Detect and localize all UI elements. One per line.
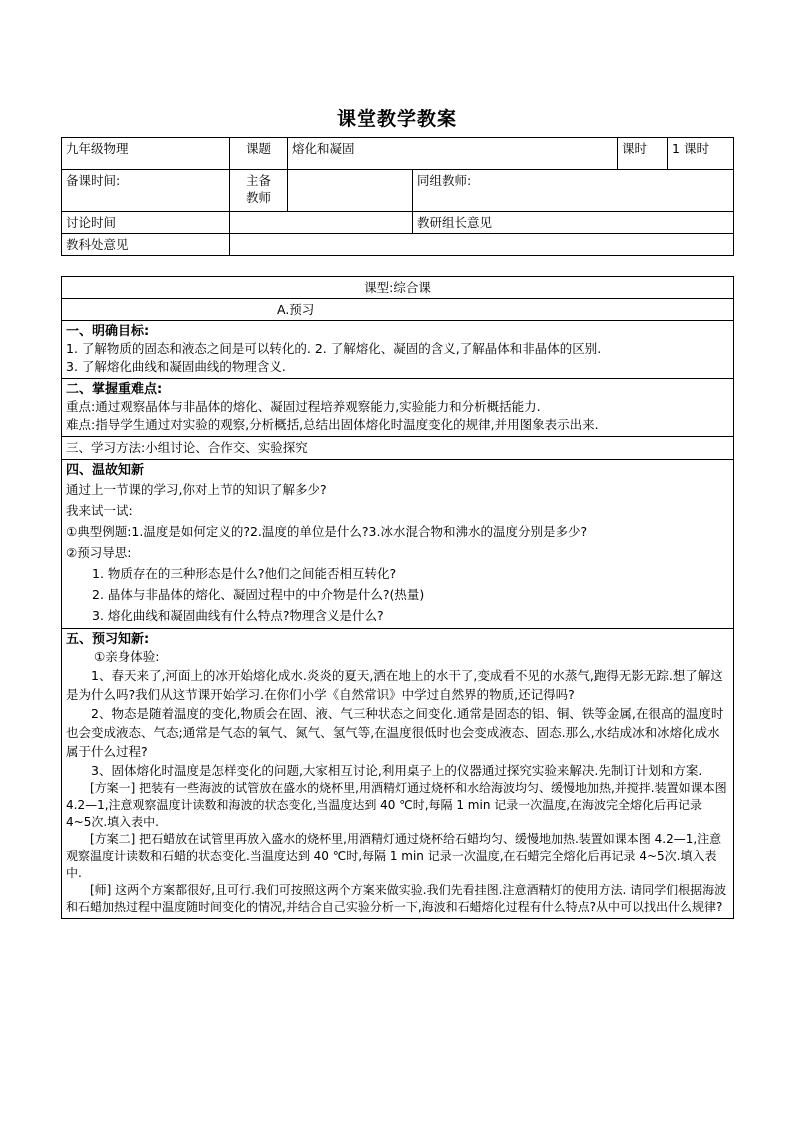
preview-paragraph-3: 3、固体熔化时温度是怎样变化的问题,大家相互讨论,利用桌子上的仪器通过探究实验来解决.先制订计划和方案. — [91, 763, 703, 778]
office-label: 教科处意见 — [62, 234, 230, 256]
goals-title: 一、明确目标: — [66, 324, 150, 339]
section-key-points — [62, 379, 734, 437]
review-question-1: 1. 物质存在的三种形态是什么?他们之间能否相互转化? — [92, 566, 397, 581]
lead-teacher-value — [288, 170, 413, 212]
key-points-line-1: 重点:通过观察晶体与非晶体的熔化、凝固过程培养观察能力,实验能力和分析概括能力. — [66, 399, 541, 414]
discuss-time-label: 讨论时间 — [62, 212, 230, 234]
period-value: 1 课时 — [668, 138, 734, 170]
preview-paragraph-1: 1、春天来了,河面上的冰开始熔化成水.炎炎的夏天,洒在地上的水干了,变成看不见的水蒸气,跑得无影无踪.想了解这是为什么吗?我们从这节课开始学习.在你们小学《自然常识》中学过自然界的物质,还记得吗? — [66, 668, 723, 702]
preview-title: 五、预习知新: — [66, 632, 150, 647]
co-teacher-label: 同组教师: — [413, 170, 734, 212]
lesson-plan-table — [61, 276, 734, 919]
preview-subtitle: ①亲身体验: — [94, 649, 160, 664]
review-line-2: 我来试一试: — [66, 503, 133, 518]
goals-line-2: 3. 了解熔化曲线和凝固曲线的物理含义. — [66, 359, 286, 374]
group-leader-label: 教研组长意见 — [413, 212, 734, 234]
preview-paragraph-2: 2、物态是随着温度的变化,物质会在固、液、气三种状态之间变化.通常是固态的铝、铜、铁等金属,在很高的温度时也会变成液态、气态;通常是气态的氧气、氮气、氢气等,在温度很低时也会变成液态、固态.那么,水结成冰和冰熔化成水属于什么过程? — [66, 706, 724, 759]
key-points-line-2: 难点:指导学生通过对实验的观察,分析概括,总结出固体熔化时温度变化的规律,并用图象表示出来. — [66, 417, 599, 432]
review-question-3: 3. 熔化曲线和凝固曲线有什么特点?物理含义是什么? — [92, 608, 384, 623]
grade-subject-cell: 九年级物理 — [62, 138, 230, 170]
review-line-4: ②预习导思: — [66, 545, 132, 560]
review-line-1: 通过上一节课的学习,你对上节的知识了解多少? — [66, 482, 327, 497]
section-preview — [62, 629, 734, 919]
review-line-3: ①典型例题:1.温度是如何定义的?2.温度的单位是什么?3.冰水混合物和沸水的温度分别是多少? — [66, 524, 588, 539]
header-info-table — [61, 137, 734, 256]
review-title: 四、温故知新 — [66, 463, 145, 478]
plan-option-2: [方案二] 把石蜡放在试管里再放入盛水的烧杯里,用酒精灯通过烧杯给石蜡均匀、缓慢地加热.装置如课本图 4.2—1,注意观察温度计读数和石蜡的状态变化.当温度达到 40 ℃时,每隔 1 min 记录一次温度,在石蜡完全熔化后再记录 4~5次.填入表中. — [66, 832, 722, 880]
key-points-title: 二、掌握重难点: — [66, 382, 163, 397]
teacher-remark: [师] 这两个方案都很好,且可行.我们可按照这两个方案来做实验.我们先看挂图.注意酒精灯的使用方法. 请同学们根据海波和石蜡加热过程中温度随时间变化的情况,并结合自己实验分析一下,海波和石蜡熔化过程有什么特点?从中可以找出什么规律? — [66, 883, 727, 914]
discuss-time-value — [230, 212, 413, 234]
lesson-type: 课型:综合课 — [62, 277, 734, 299]
review-question-2: 2. 晶体与非晶体的熔化、凝固过程中的中介物是什么?(热量) — [92, 587, 425, 602]
topic-label: 课题 — [230, 138, 288, 170]
goals-line-1: 1. 了解物质的固态和液态之间是可以转化的. 2. 了解熔化、凝固的含义,了解晶体和非晶体的区别. — [66, 341, 602, 356]
section-goals — [62, 321, 734, 379]
document-title: 课堂教学教案 — [336, 108, 457, 130]
lead-teacher-label: 主备 教师 — [230, 170, 288, 212]
part-a-heading: A.预习 — [62, 299, 734, 321]
section-review — [62, 460, 734, 629]
prep-time-label: 备课时间: — [62, 170, 230, 212]
methods-line: 三、学习方法:小组讨论、合作交、实验探究 — [66, 440, 308, 455]
office-value — [230, 234, 734, 256]
period-label: 课时 — [618, 138, 668, 170]
topic-value: 熔化和凝固 — [288, 138, 618, 170]
section-methods — [62, 437, 734, 460]
plan-option-1: [方案一] 把装有一些海波的试管放在盛水的烧杯里,用酒精灯通过烧杯和水给海波均匀、缓慢地加热,并搅拌.装置如课本图 4.2—1,注意观察温度计读数和海波的状态变化,当温度达到 40 ℃时,每隔 1 min 记录一次温度,在海波完全熔化后再记录 4~5次.填入表中. — [66, 781, 727, 829]
